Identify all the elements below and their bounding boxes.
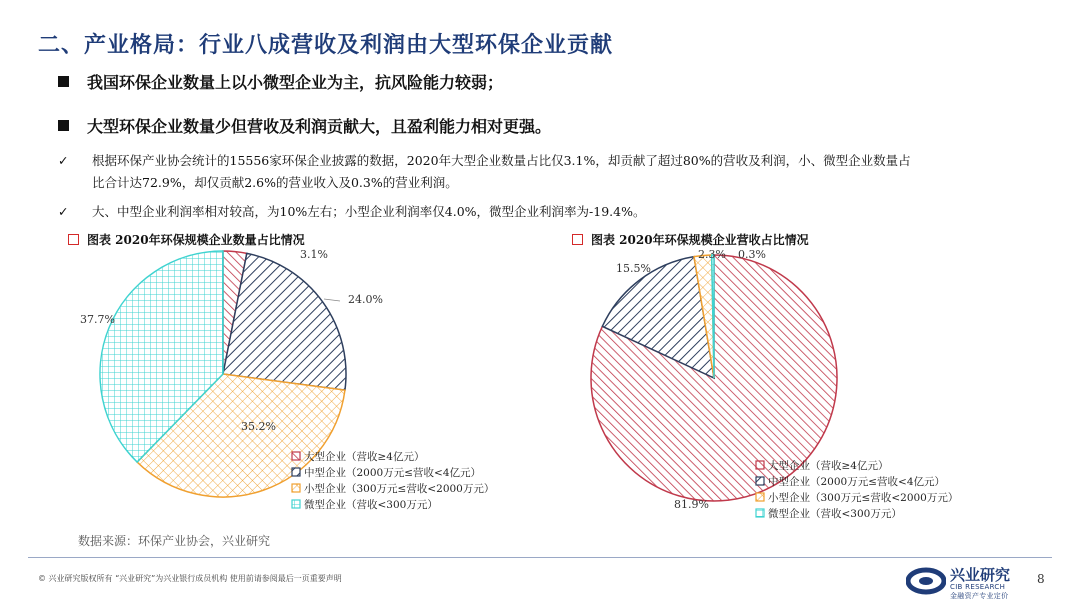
logo-subtitle bbox=[950, 583, 1008, 601]
page-title: 二、产业格局：行业八成营收及利润由大型环保企业贡献 bbox=[38, 33, 614, 58]
legend-swatch-micro bbox=[756, 509, 764, 517]
legend-swatch-large bbox=[292, 452, 300, 460]
legend-label-small: 小型企业（300万元≤营收<2000万元） bbox=[304, 483, 495, 495]
footer-disclaimer: © 兴业研究版权所有 “兴业研究”为兴业银行成员机构 使用前请参阅最后一页重要声明 bbox=[38, 574, 342, 583]
cib-research-logo bbox=[906, 564, 1026, 600]
footer-divider bbox=[28, 557, 1052, 558]
leader-line bbox=[324, 299, 340, 301]
legend-swatch-medium bbox=[292, 468, 300, 476]
legend-swatch-large bbox=[756, 461, 764, 469]
data-label-medium: 24.0% bbox=[348, 293, 383, 306]
legend-swatch-micro bbox=[292, 500, 300, 508]
legend-label-small: 小型企业（300万元≤营收<2000万元） bbox=[768, 492, 959, 504]
logo-name: 兴业研究 bbox=[950, 566, 1011, 584]
data-label-medium: 15.5% bbox=[616, 262, 651, 275]
data-label-small: 2.3% bbox=[698, 248, 726, 261]
legend-label-medium: 中型企业（2000万元≤营收<4亿元） bbox=[768, 476, 945, 488]
chart-title-text: 图表 2020年环保规模企业数量占比情况 bbox=[87, 233, 305, 247]
bullet-text: 我国环保企业数量上以小微型企业为主，抗风险能力较弱； bbox=[87, 73, 504, 92]
legend-label-medium: 中型企业（2000万元≤营收<4亿元） bbox=[304, 467, 481, 479]
data-label-large: 81.9% bbox=[674, 498, 709, 511]
legend-swatch-small bbox=[756, 493, 764, 501]
legend-label-large: 大型企业（营收≥4亿元） bbox=[304, 451, 425, 463]
data-label-micro: 0.3% bbox=[738, 248, 766, 261]
swirl-logo-icon bbox=[906, 566, 946, 596]
legend-swatch-medium bbox=[756, 477, 764, 485]
check-text: 根据环保产业协会统计的15556家环保企业披露的数据，2020年大型企业数量占比仅3.1%，却贡献了超过80%的营收及利润，小、微型企业数量占比合计达72.9%，却仅贡献2.6%的营业收入及0.3%的营业利润。 bbox=[92, 153, 911, 190]
chart-title-text: 图表 2020年环保规模企业营收占比情况 bbox=[591, 233, 809, 247]
legend-label-large: 大型企业（营收≥4亿元） bbox=[768, 460, 889, 472]
bullet-text: 大型环保企业数量少但营收及利润贡献大，且盈利能力相对更强。 bbox=[87, 117, 552, 136]
data-label-large: 3.1% bbox=[300, 248, 328, 261]
logo-english: CIB RESEARCH bbox=[950, 583, 1006, 591]
data-source: 数据来源：环保产业协会，兴业研究 bbox=[78, 534, 271, 548]
logo-tagline: 金融资产专业定价 bbox=[950, 592, 1009, 600]
legend-label-micro: 微型企业（营收<300万元） bbox=[768, 508, 902, 520]
check-text: 大、中型企业利润率相对较高，为10%左右；小型企业利润率仅4.0%，微型企业利润率为-19.4%。 bbox=[92, 204, 646, 219]
data-label-small: 35.2% bbox=[241, 420, 276, 433]
data-label-micro: 37.7% bbox=[80, 313, 115, 326]
page-number: 8 bbox=[1037, 572, 1045, 586]
checkmark-icon: ✓ bbox=[58, 204, 69, 219]
legend-swatch-small bbox=[292, 484, 300, 492]
legend-label-micro: 微型企业（营收<300万元） bbox=[304, 499, 438, 511]
checkmark-icon: ✓ bbox=[58, 153, 69, 168]
